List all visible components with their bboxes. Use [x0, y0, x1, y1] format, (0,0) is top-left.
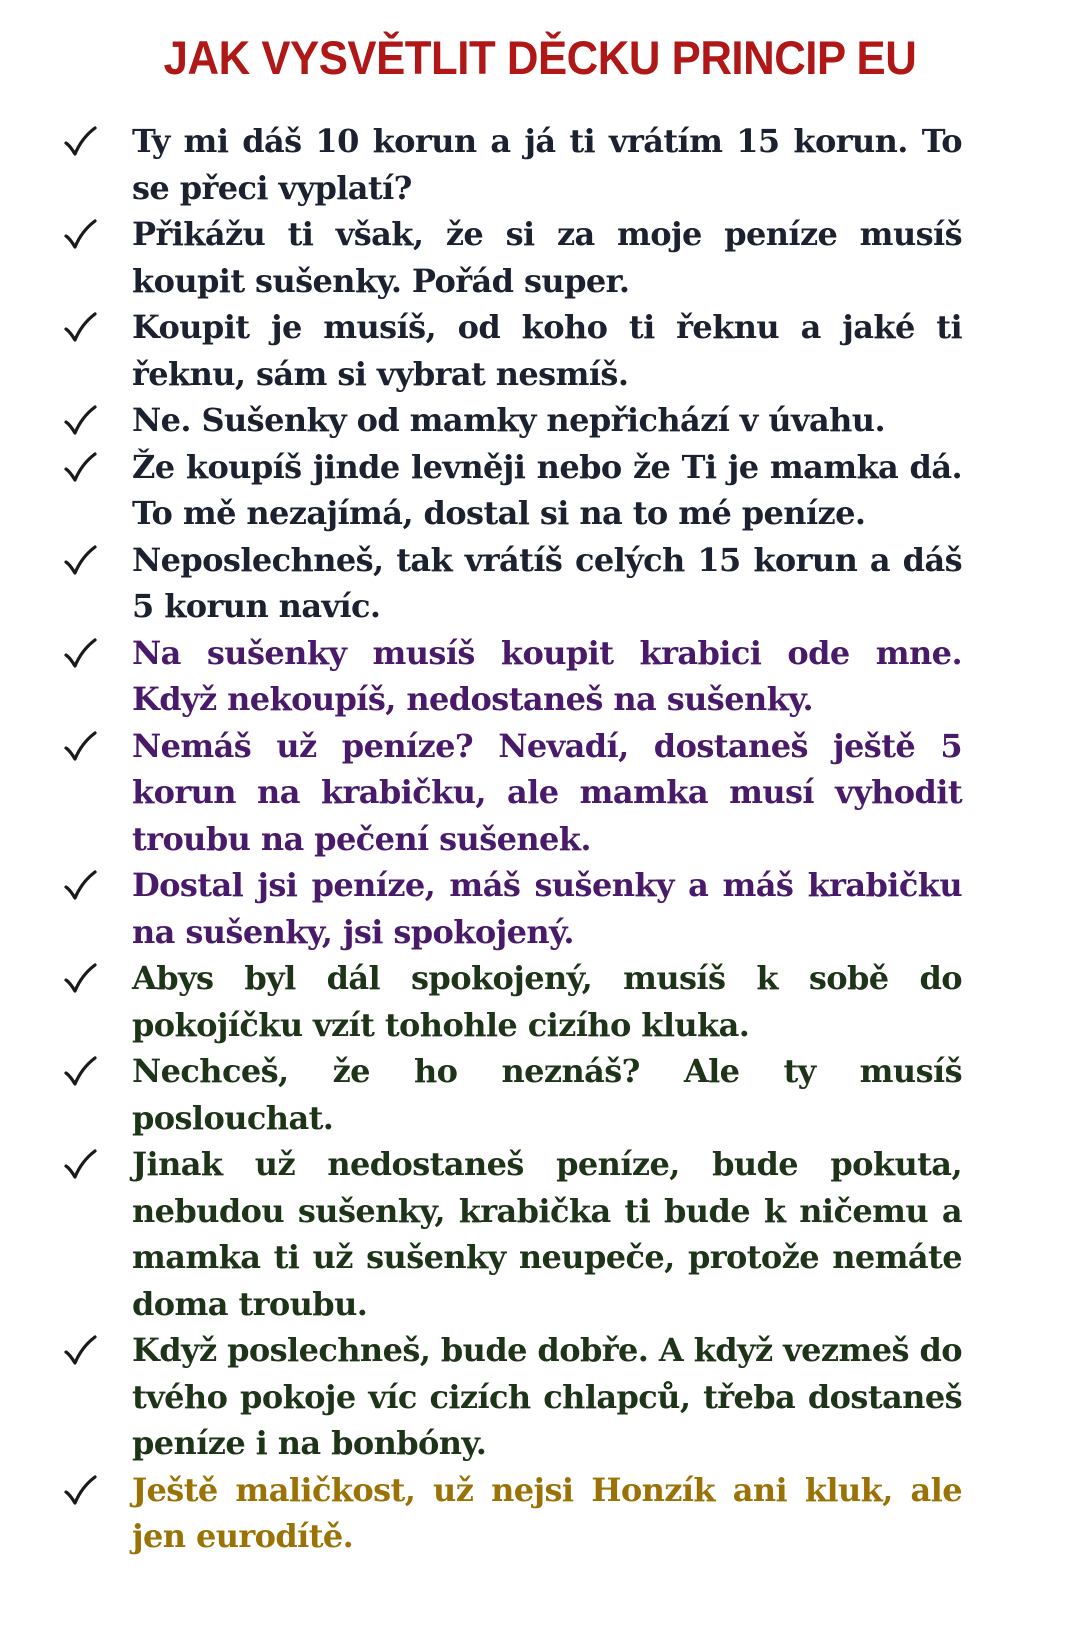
list-item-text: Neposlechneš, tak vrátíš celých 15 korun a dáš 5 korun navíc.: [132, 540, 962, 625]
list-item: [0, 537, 1080, 630]
list-item: [0, 304, 1080, 397]
checkmark-icon: [62, 124, 98, 160]
list-item-text: Ještě maličkost, už nejsi Honzík ani kluk, ale jen eurodítě.: [132, 1470, 962, 1555]
list-item: [0, 862, 1080, 955]
list-item-text: Abys byl dál spokojený, musíš k sobě do pokojíčku vzít tohohle cizího kluka.: [132, 959, 962, 1044]
list-item-text: Koupit je musíš, od koho ti řeknu a jaké ti řeknu, sám si vybrat nesmíš.: [132, 308, 962, 393]
list-item: [0, 723, 1080, 863]
list-item-text: Dostal jsi peníze, máš sušenky a máš krabičku na sušenky, jsi spokojený.: [132, 866, 962, 951]
checkmark-icon: [62, 868, 98, 904]
list-item: [0, 955, 1080, 1048]
list-item: [0, 1327, 1080, 1467]
list-item: [0, 1048, 1080, 1141]
checkmark-icon: [62, 310, 98, 346]
list-item: [0, 118, 1080, 211]
list-item-text: Na sušenky musíš koupit krabici ode mne. Když nekoupíš, nedostaneš na sušenky.: [132, 633, 962, 718]
checkmark-icon: [62, 1054, 98, 1090]
checkmark-icon: [62, 543, 98, 579]
checklist: [0, 118, 1080, 1560]
checkmark-icon: [62, 961, 98, 997]
checkmark-icon: [62, 729, 98, 765]
checkmark-icon: [62, 1333, 98, 1369]
list-item-text: Ty mi dáš 10 korun a já ti vrátím 15 korun. To se přeci vyplatí?: [132, 122, 962, 207]
list-item: [0, 1467, 1080, 1560]
checkmark-icon: [62, 636, 98, 672]
list-item-text: Když poslechneš, bude dobře. A když vezmeš do tvého pokoje víc cizích chlapců, třeba dostaneš peníze i na bonbóny.: [132, 1331, 962, 1462]
checkmark-icon: [62, 403, 98, 439]
list-item: [0, 397, 1080, 444]
list-item-text: Že koupíš jinde levněji nebo že Ti je mamka dá. To mě nezajímá, dostal si na to mé peníze.: [132, 447, 962, 532]
page-title: JAK VYSVĚTLIT DĚCKU PRINCIP EU: [163, 31, 917, 84]
list-item-text: Ne. Sušenky od mamky nepřichází v úvahu.: [132, 401, 886, 439]
list-item: [0, 630, 1080, 723]
list-item-text: Nemáš už peníze? Nevadí, dostaneš ještě 5 korun na krabičku, ale mamka musí vyhodit troubu na pečení sušenek.: [132, 726, 962, 858]
list-item-text: Nechceš, že ho neznáš? Ale ty musíš poslouchat.: [132, 1052, 962, 1137]
checkmark-icon: [62, 1473, 98, 1509]
checkmark-icon: [62, 217, 98, 253]
list-item-text: Přikážu ti však, že si za moje peníze musíš koupit sušenky. Pořád super.: [132, 215, 962, 300]
list-item: [0, 444, 1080, 537]
list-item: [0, 211, 1080, 304]
checkmark-icon: [62, 1147, 98, 1183]
list-item: [0, 1141, 1080, 1327]
list-item-text: Jinak už nedostaneš peníze, bude pokuta, nebudou sušenky, krabička ti bude k ničemu a mamka ti už sušenky neupeče, protože nemáte doma troubu.: [132, 1145, 962, 1323]
checkmark-icon: [62, 450, 98, 486]
